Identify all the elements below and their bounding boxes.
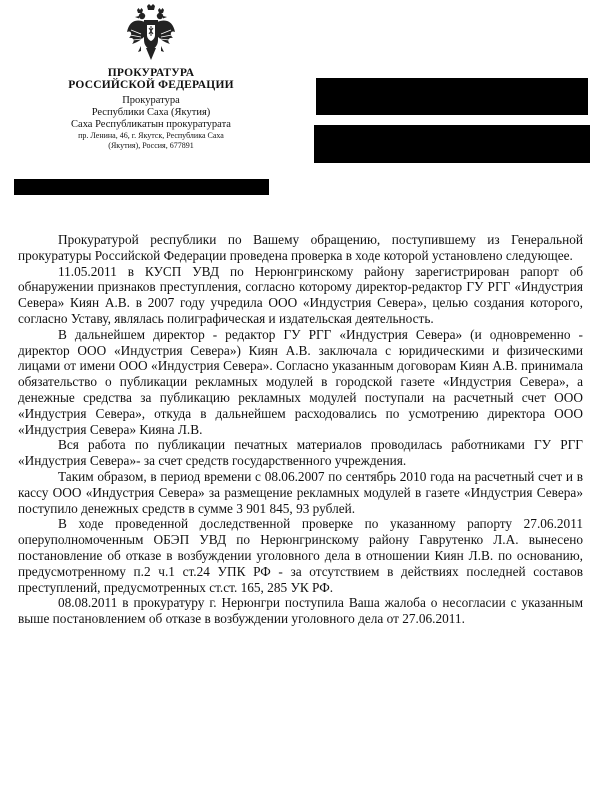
body-paragraph: Таким образом, в период времени с 08.06.2007 по сентябрь 2010 года на расчетный счет и в кассу ООО «Индустрия Севера» за размещение рекламных модулей в газете «Индустрия Севера» поступило денежных средств в сумме 3 901 845, 93 рублей. [18,468,583,516]
double-headed-eagle-emblem [125,4,177,62]
redaction-bar-recipient-1 [316,78,588,115]
org-name-line1: ПРОКУРАТУРА [107,67,195,79]
dept-name-line1: Прокуратура [122,95,180,106]
address-line1: пр. Ленина, 46, г. Якутск, Республика Саха [78,131,224,140]
body-paragraph: Вся работа по публикации печатных материалов проводилась работниками ГУ РГГ «Индустрия Севера»- за счет средств государственного учреждения. [18,437,583,469]
address-line2: (Якутия), Россия, 677891 [108,141,194,150]
body-paragraph: В ходе проведенной доследственной проверке по указанному рапорту 27.06.2011 оперуполномоченным ОБЭП УВД по Нерюнгринскому району Гаврутенко Л.А. вынесено постановление об отказе в возбуждении уголовного дела в отношении Киян Л.В. по основанию, предусмотренному п.2 ч.1 ст.24 УПК РФ - за отсутствием в действиях последней составов преступлений, предусмотренных ст.ст. 165, 285 УК РФ. [18,516,583,595]
dept-name-line2: Республики Саха (Якутия) [91,107,211,118]
dept-name-line3: Саха Республикатын прокуратурата [71,119,231,130]
letter-body [18,232,583,627]
body-paragraph: Прокуратурой республики по Вашему обращению, поступившему из Генеральной прокуратуры Российской Федерации проведена проверка в ходе которой установлено следующее. [18,232,583,263]
redaction-bar-recipient-2 [314,125,590,163]
letterhead [36,4,266,151]
org-name-line2: РОССИЙСКОЙ ФЕДЕРАЦИИ [68,79,234,91]
body-paragraph: 08.08.2011 в прокуратуру г. Нерюнгри поступила Ваша жалоба о несогласии с указанным выше постановлением об отказе в возбуждении уголовного дела от 27.06.2011. [18,595,583,627]
body-paragraph: В дальнейшем директор - редактор ГУ РГГ «Индустрия Севера» (и одновременно - директор ООО «Индустрия Севера») Киян А.В. заключала с юридическими и физическими лицами от имени ООО «Индустрия Севера». Согласно указанным договорам Киян А.В. принимала обязательство о публикации рекламных модулей в городской газете «Индустрия Севера», а денежные средства за публикацию рекламных модулей поступали на расчетный счет ООО «Индустрия Севера», откуда в дальнейшем расходовались по усмотрению директора ООО «Индустрия Севера» Кияна Л.В. [18,326,583,437]
body-paragraph: 11.05.2011 в КУСП УВД по Нерюнгринскому району зарегистрирован рапорт об обнаружении признаков преступления, согласно которому директор-редактор ГУ РГГ «Индустрия Севера» Киян А.В. в 2007 году учредила ООО «Индустрия Севера», целью создания которого, согласно Уставу, являлась полиграфическая и издательская деятельность. [18,263,583,326]
redaction-bar-reference [14,179,269,195]
